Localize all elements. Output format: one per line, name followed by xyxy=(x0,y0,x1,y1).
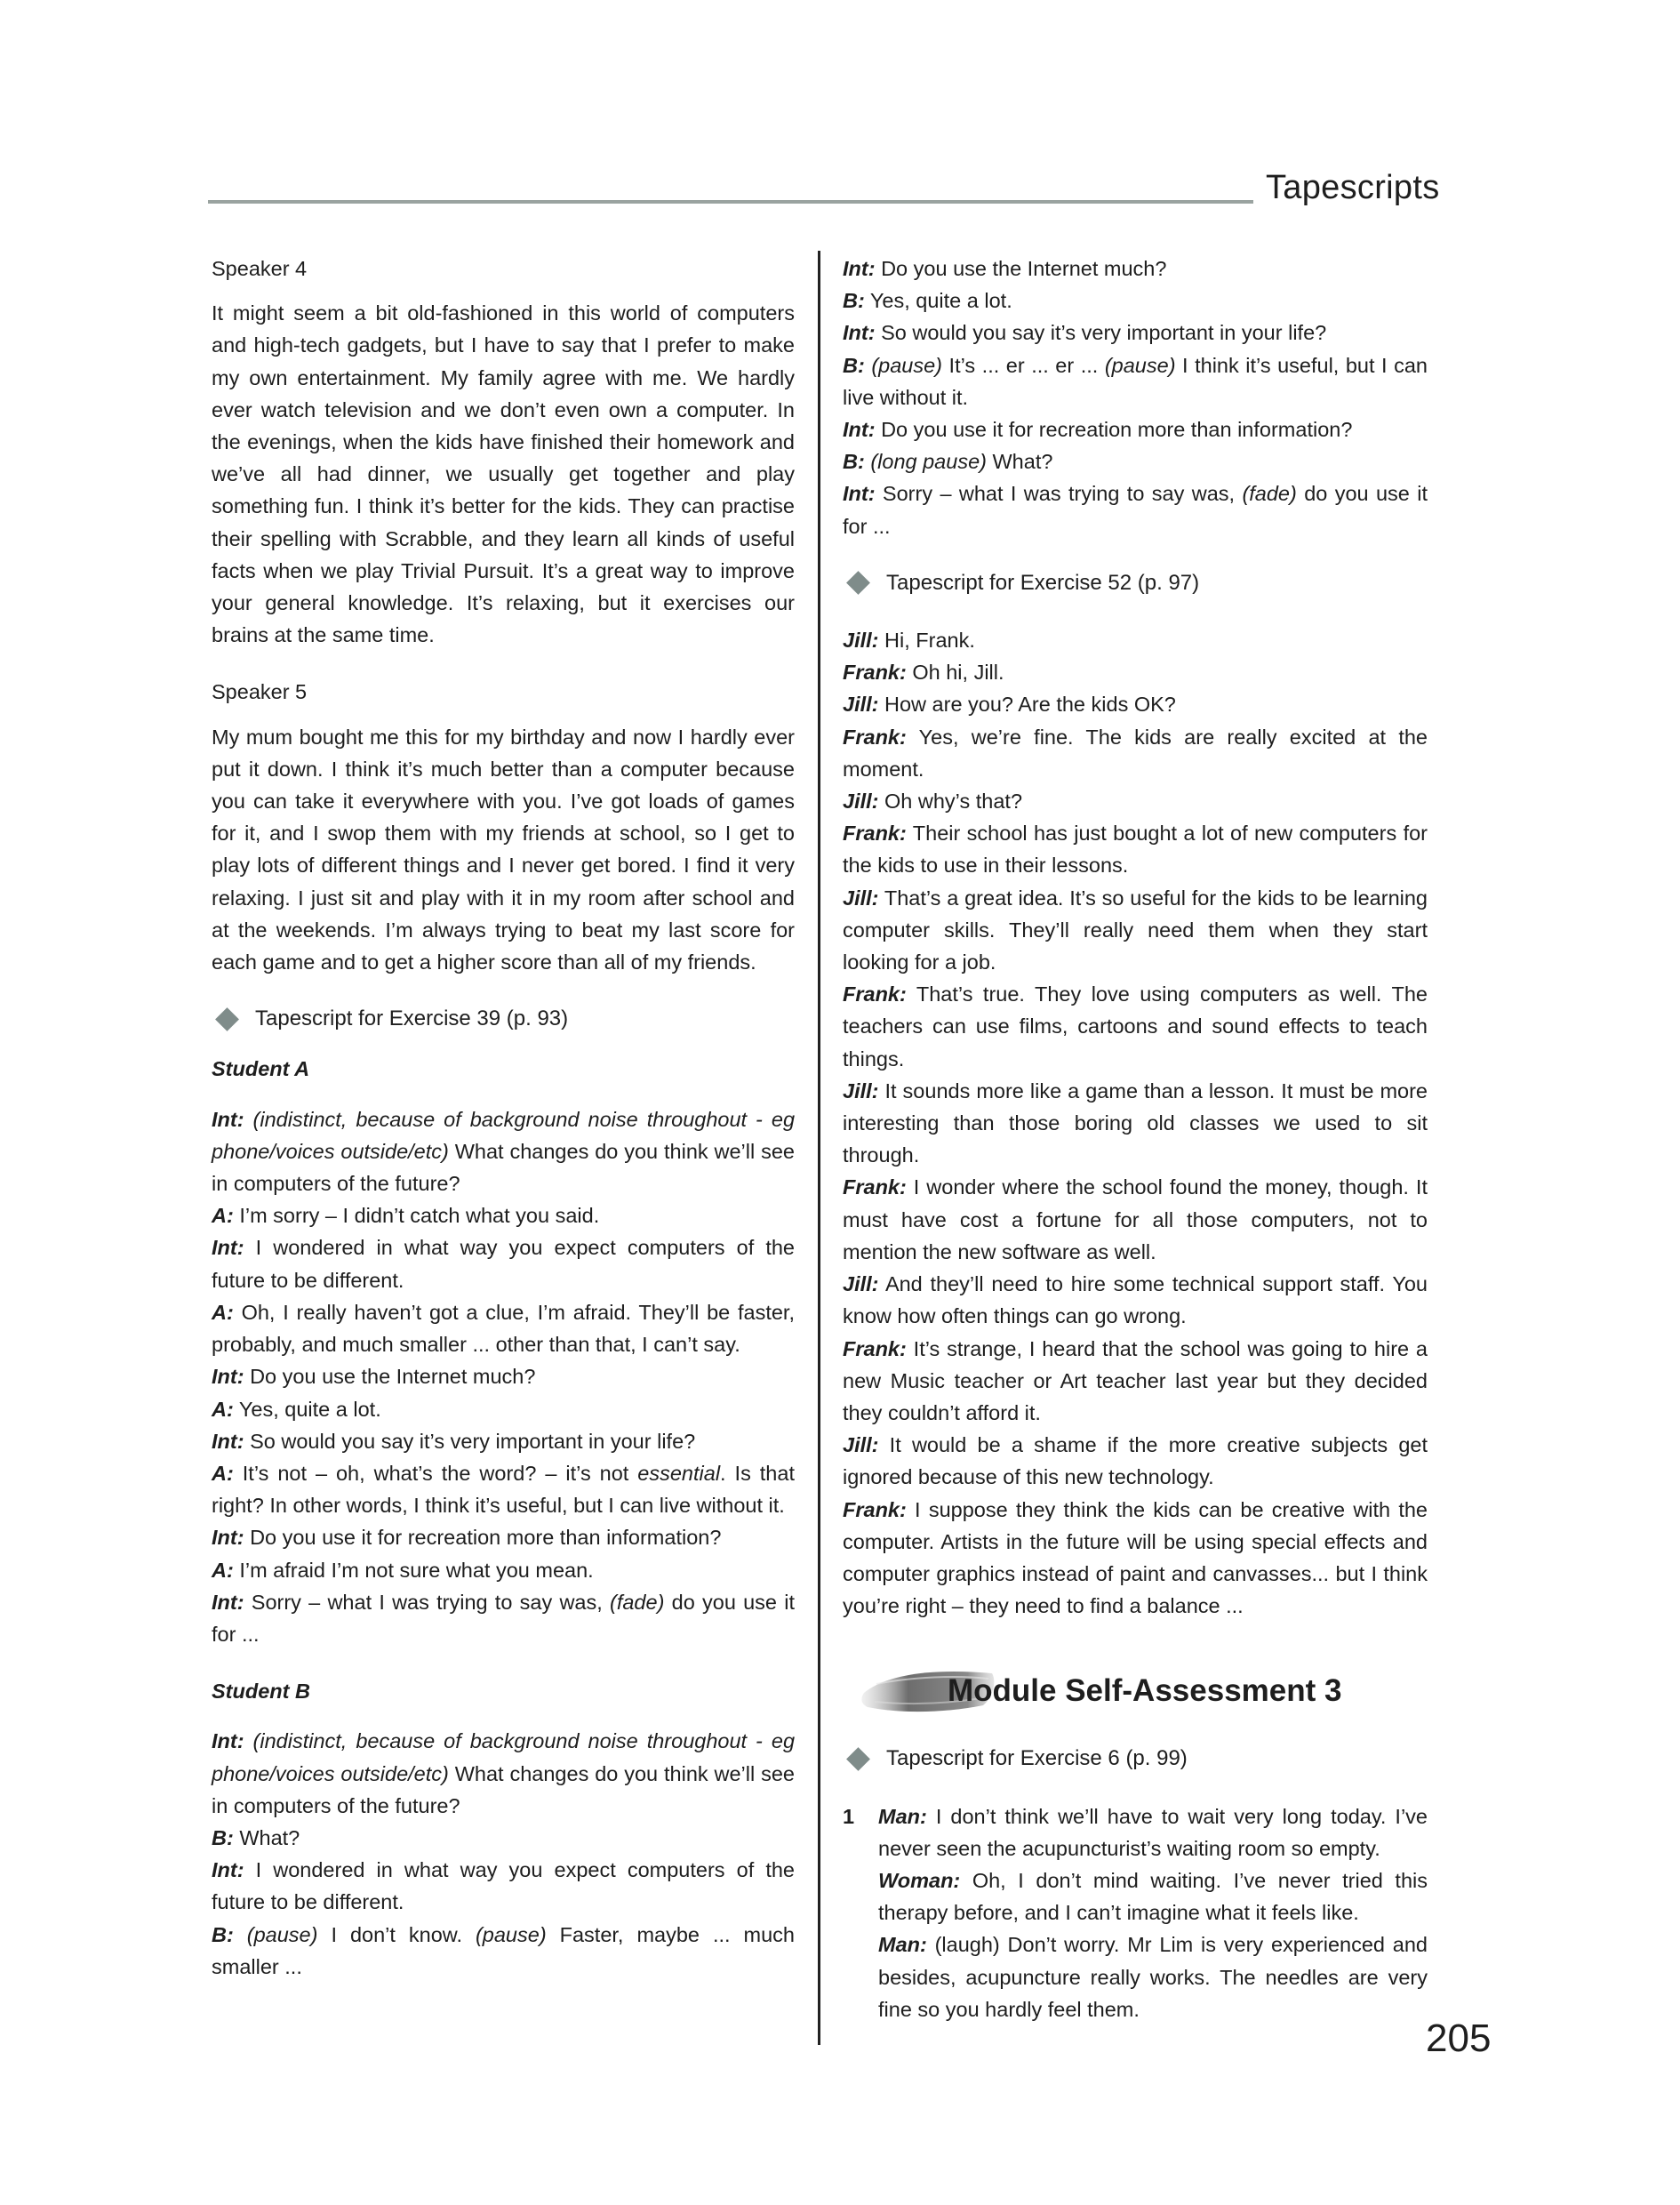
speaker-5-text: My mum bought me this for my birthday and now I hardly ever put it down. I think it’s much better than a computer because you can take it everywhere with you. I’ve got loads of games for it, and I swop them with my friends at school, so I get to play lots of different things and I never get bored. I find it very relaxing. I just sit and play with it in my room after school and at the weekends. I’m always trying to beat my last score for each game and to get a higher score than all of my friends. xyxy=(212,725,795,974)
continued-line: Int: So would you say it’s very important in your life? xyxy=(843,321,1327,345)
column-divider xyxy=(818,251,820,2045)
dialogue-line: Frank: I wonder where the school found the money, though. It must have cost a fortune for all those computers, not to mention the new software as well. xyxy=(843,1175,1428,1263)
speaker-4-text: It might seem a bit old-fashioned in this world of computers and high-tech gadgets, but I have to say that I prefer to make my own entertainment. My family agree with me. We hardly ever watch television and we don’t even own a computer. In the evenings, when the kids have finished their homework and we’ve all had dinner, we usually get together and play something fun. I think it’s better for the kids. They can practise their spelling with Scrabble, and they learn all kinds of useful facts when we play Trivial Pursuit. It’s a great way to improve your general knowledge. It’s relaxing, but it exercises our brains at the same time. xyxy=(212,301,795,647)
student-b-line: B: What? xyxy=(212,1825,300,1849)
dialogue-line: Jill: How are you? Are the kids OK? xyxy=(843,693,1176,717)
diamond-bullet-icon xyxy=(215,1007,239,1031)
dialogue-line: Jill: It sounds more like a game than a lesson. It must be more interesting than those boring old classes we used to sit through. xyxy=(843,1078,1428,1167)
numbered-item xyxy=(843,1800,1428,2025)
exercise-6-heading xyxy=(843,1743,1428,1775)
speaker-4-heading: Speaker 4 xyxy=(212,257,308,280)
continued-line: B: (pause) It’s ... er ... er ... (pause) I think it’s useful, but I can live without it. xyxy=(843,353,1428,409)
exercise-52-title: Tapescript for Exercise 52 (p. 97) xyxy=(886,570,1200,595)
page-header-title: Tapescripts xyxy=(1266,169,1440,206)
student-b-line: Int: (indistinct, because of background noise throughout - eg phone/voices outside/etc) What changes do you think we’ll see in computers of the future? xyxy=(212,1729,796,1817)
module-title: Module Self-Assessment 3 xyxy=(948,1673,1342,1709)
page-number: 205 xyxy=(1426,2017,1492,2060)
student-a-line: A: Oh, I really haven’t got a clue, I’m afraid. They’ll be faster, probably, and much smaller ... other than that, I can’t say. xyxy=(212,1300,795,1357)
continued-line: Int: Sorry – what I was trying to say was, (fade) do you use it for ... xyxy=(843,482,1428,538)
dialogue-line: Jill: Hi, Frank. xyxy=(843,629,975,653)
student-a-heading: Student A xyxy=(212,1057,310,1081)
dialogue-line: Frank: I suppose they think the kids can be creative with the computer. Artists in the future will be using special effects and computer graphics instead of paint and canvasses... but I think you’re right – they need to find a balance ... xyxy=(843,1497,1428,1618)
exercise-39-heading xyxy=(212,1003,795,1035)
dialogue-line: Frank: Oh hi, Jill. xyxy=(843,661,1004,685)
continued-line: Int: Do you use it for recreation more than information? xyxy=(843,418,1353,442)
student-a-line: A: I’m afraid I’m not sure what you mean. xyxy=(212,1558,594,1582)
dialogue-line: Frank: Yes, we’re fine. The kids are really excited at the moment. xyxy=(843,725,1428,781)
student-a-line: A: Yes, quite a lot. xyxy=(212,1397,381,1421)
item-number: 1 xyxy=(843,1804,855,1828)
exercise-39-title: Tapescript for Exercise 39 (p. 93) xyxy=(255,1006,569,1031)
exercise-52-heading xyxy=(843,567,1428,599)
speaker-5-heading: Speaker 5 xyxy=(212,680,308,704)
dialogue-line: Jill: It would be a shame if the more creative subjects get ignored because of this new technology. xyxy=(843,1433,1428,1489)
continued-line: B: (long pause) What? xyxy=(843,450,1053,474)
dialogue-line: Frank: It’s strange, I heard that the school was going to hire a new Music teacher or Art teacher last year but they decided they couldn’t afford it. xyxy=(843,1336,1428,1424)
continued-line: Int: Do you use the Internet much? xyxy=(843,257,1167,280)
diamond-bullet-icon xyxy=(846,1747,870,1771)
student-b-heading: Student B xyxy=(212,1680,310,1704)
dialogue-line: Jill: That’s a great idea. It’s so useful for the kids to be learning computer skills. They’ll really need them when they start looking for a job. xyxy=(843,886,1428,974)
dialogue-line: Frank: That’s true. They love using computers as well. The teachers can use films, cartoons and sound effects to teach things. xyxy=(843,982,1428,1070)
header-rule xyxy=(208,200,1253,204)
exercise-6-title: Tapescript for Exercise 6 (p. 99) xyxy=(886,1746,1188,1771)
student-a-line: A: I’m sorry – I didn’t catch what you said. xyxy=(212,1204,600,1228)
student-a-line: Int: I wondered in what way you expect computers of the future to be different. xyxy=(212,1236,795,1292)
left-column xyxy=(212,253,795,1983)
dialogue-line: Man: I don’t think we’ll have to wait very long today. I’ve never seen the acupuncturist’s waiting room so empty. xyxy=(878,1804,1428,1860)
dialogue-line: Man: (laugh) Don’t worry. Mr Lim is very experienced and besides, acupuncture really works. The needles are very fine so you hardly feel them. xyxy=(878,1933,1428,2021)
dialogue-line: Jill: And they’ll need to hire some technical support staff. You know how often things can go wrong. xyxy=(843,1272,1428,1328)
dialogue-line: Jill: Oh why’s that? xyxy=(843,790,1023,814)
student-a-line: Int: Sorry – what I was trying to say was, (fade) do you use it for ... xyxy=(212,1590,795,1646)
student-a-line: A: It’s not – oh, what’s the word? – it’s not essential. Is that right? In other words, I think it’s useful, but I can live without it. xyxy=(212,1461,795,1518)
student-a-line: Int: Do you use it for recreation more than information? xyxy=(212,1526,722,1550)
right-column xyxy=(843,253,1428,2025)
dialogue-line: Woman: Oh, I don’t mind waiting. I’ve never tried this therapy before, and I can’t imagine what it feels like. xyxy=(878,1868,1428,1925)
student-a-line: Int: (indistinct, because of background noise throughout - eg phone/voices outside/etc) What changes do you think we’ll see in computers of the future? xyxy=(212,1107,796,1196)
student-a-line: Int: Do you use the Internet much? xyxy=(212,1365,536,1389)
diamond-bullet-icon xyxy=(846,571,870,595)
dialogue-line: Frank: Their school has just bought a lot of new computers for the kids to use in their lessons. xyxy=(843,822,1428,878)
student-b-line: B: (pause) I don’t know. (pause) Faster, maybe ... much smaller ... xyxy=(212,1922,795,1978)
module-heading xyxy=(843,1656,1428,1736)
student-b-line: Int: I wondered in what way you expect computers of the future to be different. xyxy=(212,1858,795,1914)
continued-line: B: Yes, quite a lot. xyxy=(843,289,1012,313)
student-a-line: Int: So would you say it’s very important in your life? xyxy=(212,1429,696,1453)
dialogue-52 xyxy=(843,624,1428,1640)
